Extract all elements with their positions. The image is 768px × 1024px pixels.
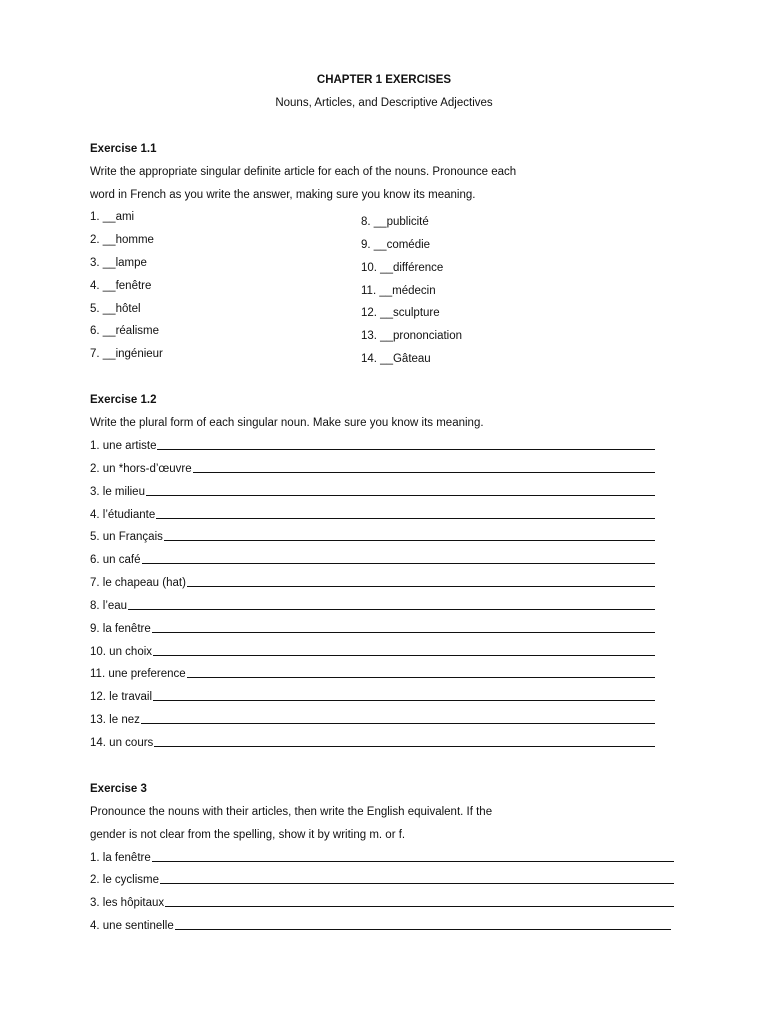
ex1-item: 12. __sculpture bbox=[361, 307, 440, 319]
answer-blank[interactable] bbox=[187, 677, 655, 678]
answer-line bbox=[90, 852, 674, 864]
answer-line bbox=[90, 714, 655, 726]
answer-blank[interactable] bbox=[153, 655, 655, 656]
ex1-item: 5. __hôtel bbox=[90, 303, 141, 315]
answer-line bbox=[90, 623, 655, 635]
answer-blank[interactable] bbox=[146, 495, 655, 496]
ex1-item: 6. __réalisme bbox=[90, 325, 160, 337]
answer-line bbox=[90, 554, 655, 566]
ex1-item: 13. __prononciation bbox=[361, 330, 463, 342]
answer-prompt: 12. le travail bbox=[90, 691, 153, 703]
answer-blank[interactable] bbox=[157, 449, 655, 450]
answer-prompt: 1. une artiste bbox=[90, 440, 157, 452]
answer-blank[interactable] bbox=[193, 472, 655, 473]
answer-line bbox=[90, 463, 655, 475]
exercise-1-1-instruction-line-2: word in French as you write the answer, making sure you know its meaning. bbox=[90, 189, 476, 201]
answer-prompt: 7. le chapeau (hat) bbox=[90, 577, 186, 589]
exercise-1-1-instruction-line-1: Write the appropriate singular definite article for each of the nouns. Pronounce each bbox=[90, 166, 517, 178]
answer-prompt: 3. le milieu bbox=[90, 486, 145, 498]
answer-blank[interactable] bbox=[142, 563, 655, 564]
answer-prompt: 4. l’étudiante bbox=[90, 509, 156, 521]
answer-prompt: 1. la fenêtre bbox=[90, 852, 151, 864]
ex1-item: 8. __publicité bbox=[361, 216, 429, 228]
answer-prompt: 11. une preference bbox=[90, 668, 186, 680]
answer-blank[interactable] bbox=[187, 586, 655, 587]
answer-blank[interactable] bbox=[156, 518, 655, 519]
answer-prompt: 2. le cyclisme bbox=[90, 874, 160, 886]
ex1-item: 14. __Gâteau bbox=[361, 353, 431, 365]
answer-blank[interactable] bbox=[160, 883, 674, 884]
answer-blank[interactable] bbox=[175, 929, 671, 930]
answer-prompt: 4. une sentinelle bbox=[90, 920, 174, 932]
answer-line bbox=[90, 874, 674, 886]
answer-line bbox=[90, 691, 655, 703]
answer-line bbox=[90, 897, 674, 909]
answer-line bbox=[90, 509, 655, 521]
exercise-1-1-heading: Exercise 1.1 bbox=[90, 143, 157, 155]
exercise-1-2-heading: Exercise 1.2 bbox=[90, 394, 157, 406]
ex1-item: 2. __homme bbox=[90, 234, 154, 246]
exercise-3-heading: Exercise 3 bbox=[90, 783, 147, 795]
answer-blank[interactable] bbox=[164, 540, 655, 541]
ex1-item: 7. __ingénieur bbox=[90, 348, 163, 360]
answer-prompt: 8. l’eau bbox=[90, 600, 128, 612]
ex1-item: 4. __fenêtre bbox=[90, 280, 152, 292]
answer-blank[interactable] bbox=[154, 746, 655, 747]
answer-line bbox=[90, 646, 655, 658]
answer-blank[interactable] bbox=[128, 609, 655, 610]
answer-line bbox=[90, 577, 655, 589]
exercise-3-instruction-line-2: gender is not clear from the spelling, show it by writing m. or f. bbox=[90, 829, 406, 841]
answer-line bbox=[90, 440, 655, 452]
answer-blank[interactable] bbox=[153, 700, 655, 701]
page-title: CHAPTER 1 EXERCISES bbox=[316, 74, 452, 86]
answer-prompt: 13. le nez bbox=[90, 714, 140, 726]
answer-prompt: 9. la fenêtre bbox=[90, 623, 151, 635]
answer-blank[interactable] bbox=[152, 861, 674, 862]
page-subtitle: Nouns, Articles, and Descriptive Adjectives bbox=[275, 97, 493, 109]
ex1-item: 10. __différence bbox=[361, 262, 444, 274]
answer-prompt: 6. un café bbox=[90, 554, 141, 566]
answer-blank[interactable] bbox=[152, 632, 655, 633]
answer-blank[interactable] bbox=[165, 906, 674, 907]
answer-prompt: 14. un cours bbox=[90, 737, 154, 749]
answer-line bbox=[90, 600, 655, 612]
answer-line bbox=[90, 531, 655, 543]
answer-prompt: 2. un *hors-d’œuvre bbox=[90, 463, 192, 475]
ex1-item: 1. __ami bbox=[90, 211, 135, 223]
exercise-3-instruction-line-1: Pronounce the nouns with their articles, then write the English equivalent. If the bbox=[90, 806, 493, 818]
answer-prompt: 3. les hôpitaux bbox=[90, 897, 165, 909]
exercise-1-2-instruction: Write the plural form of each singular noun. Make sure you know its meaning. bbox=[90, 417, 484, 429]
ex1-item: 9. __comédie bbox=[361, 239, 431, 251]
answer-prompt: 10. un choix bbox=[90, 646, 153, 658]
answer-line bbox=[90, 737, 655, 749]
answer-prompt: 5. un Français bbox=[90, 531, 163, 543]
ex1-item: 11. __médecin bbox=[361, 285, 436, 297]
answer-line bbox=[90, 920, 671, 932]
answer-blank[interactable] bbox=[141, 723, 655, 724]
answer-line bbox=[90, 668, 655, 680]
answer-line bbox=[90, 486, 655, 498]
ex1-item: 3. __lampe bbox=[90, 257, 147, 269]
